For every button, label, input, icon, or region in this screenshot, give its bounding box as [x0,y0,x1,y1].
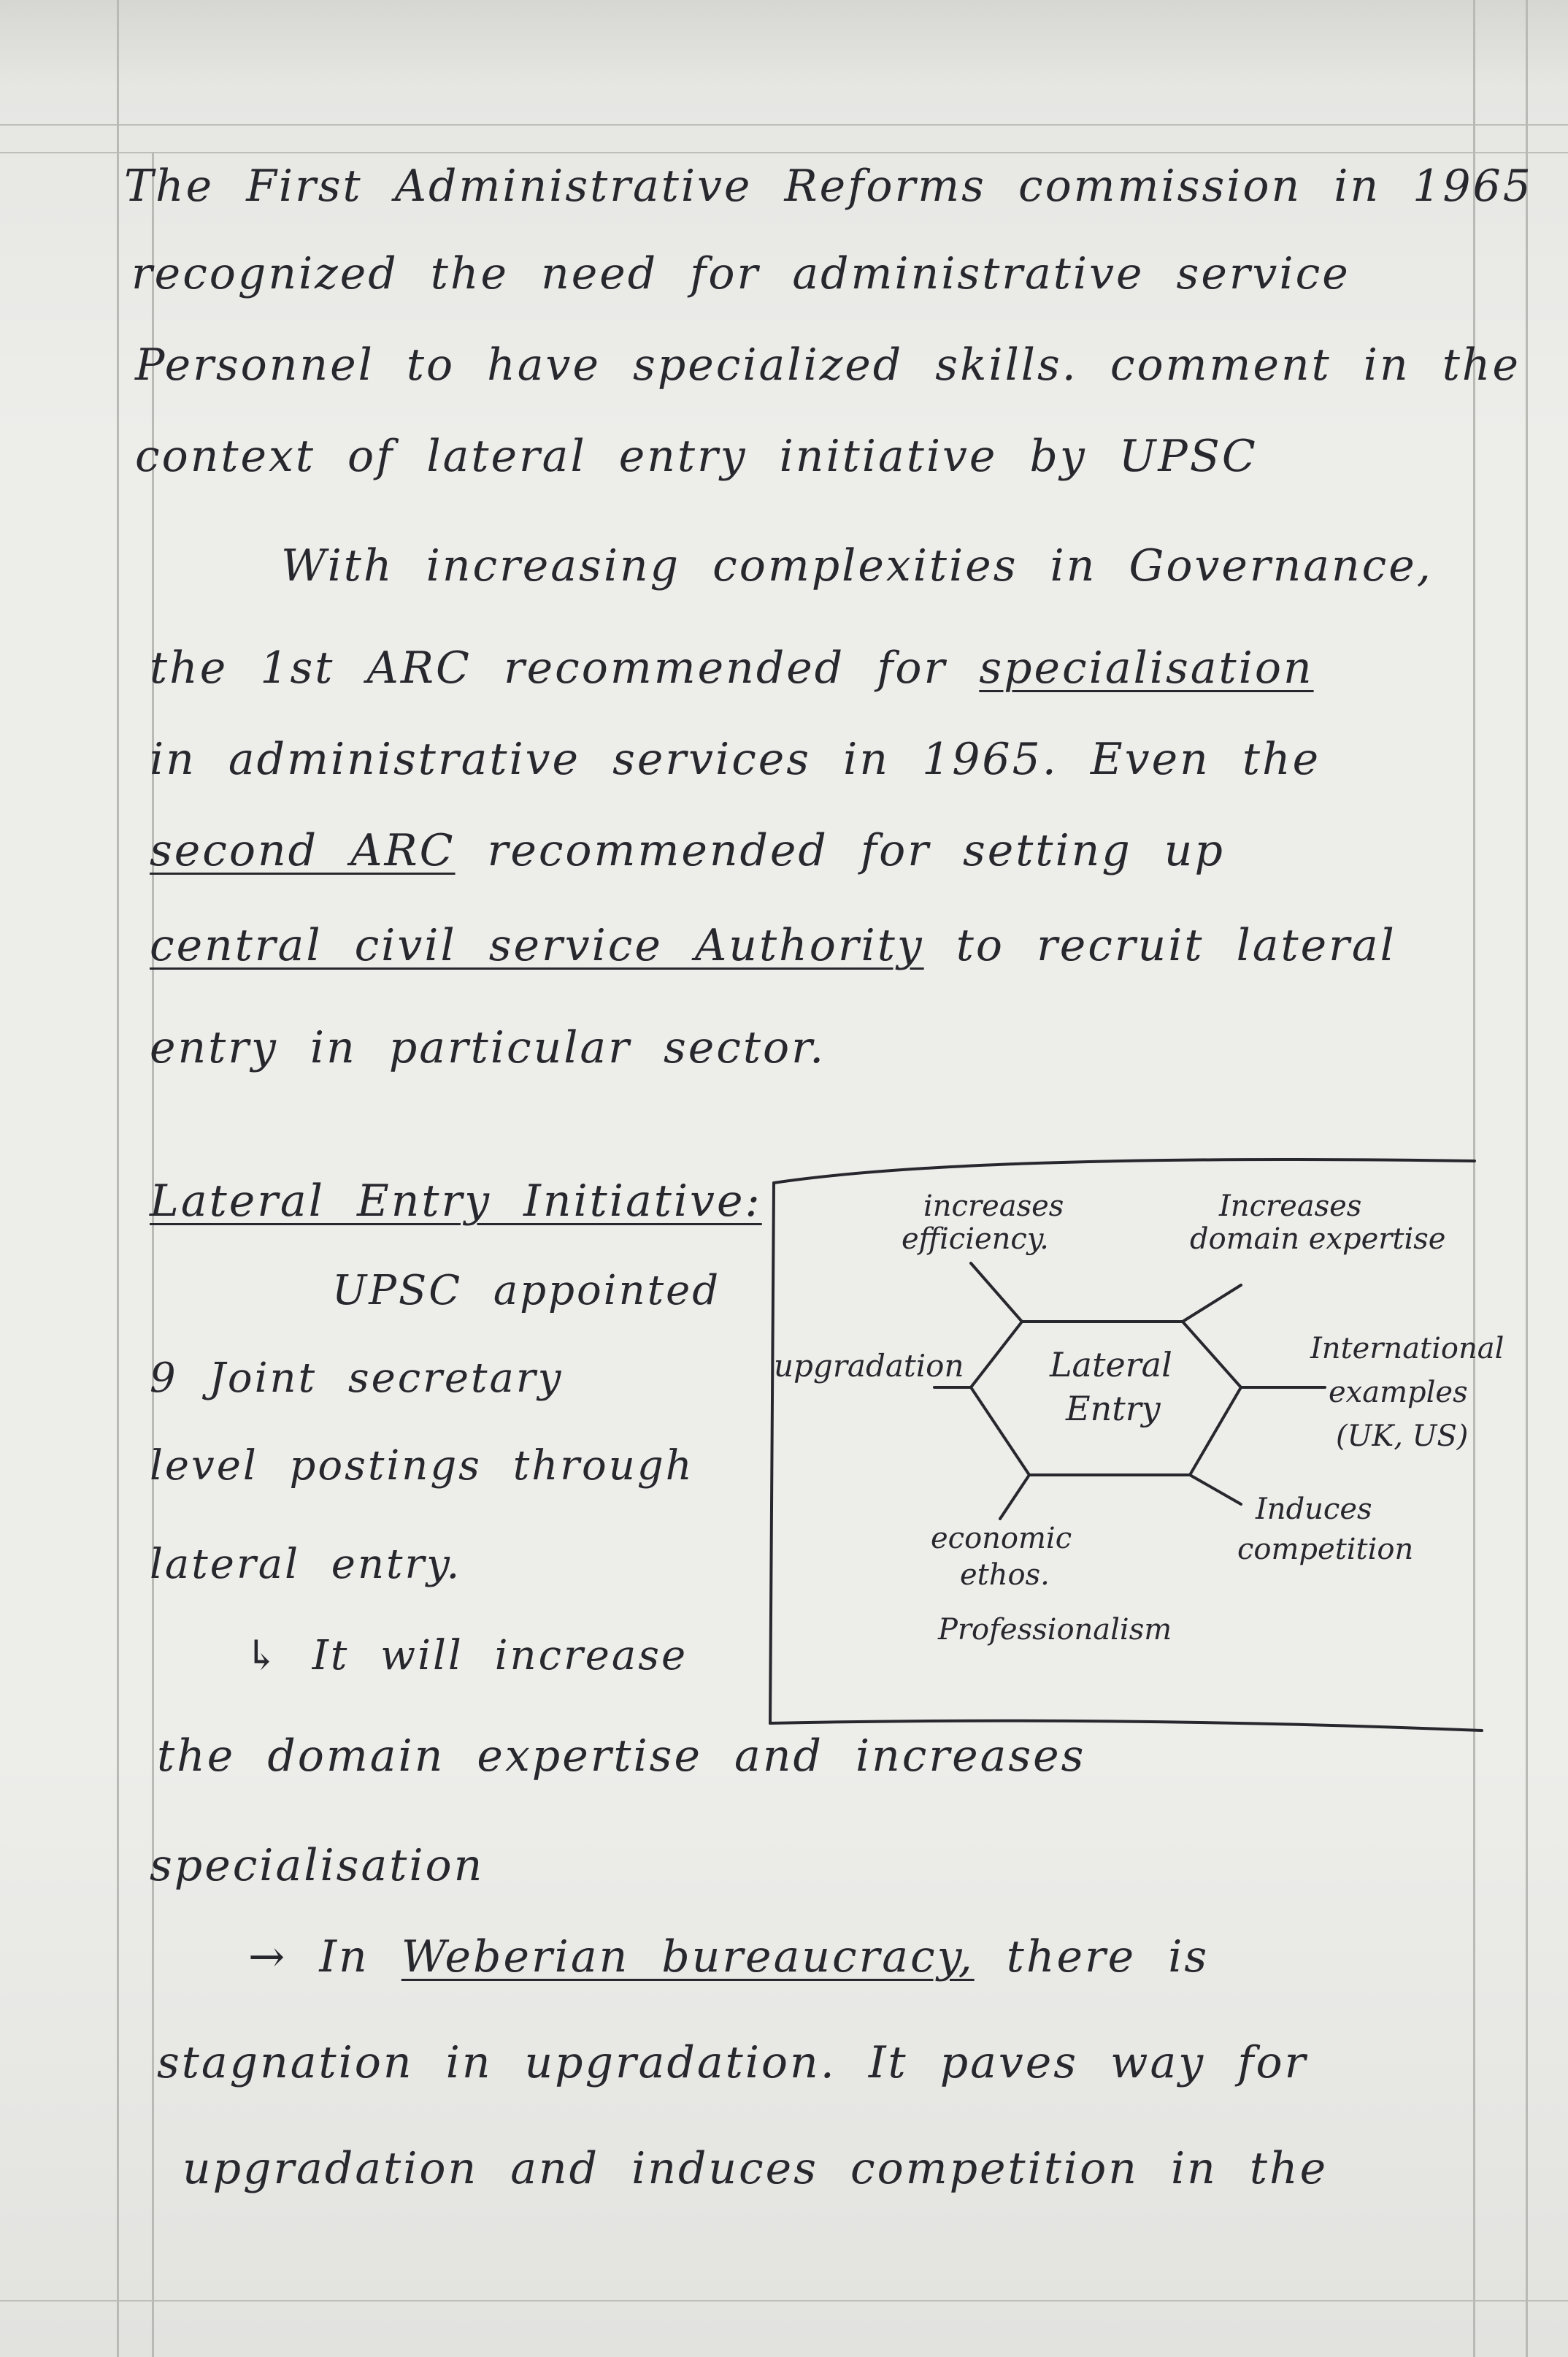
spoke-top-right [1183,1285,1241,1322]
intro-line-5 [150,920,1396,971]
intro-line-2 [150,643,1314,694]
left-margin-line [117,0,119,2357]
lateral-line-1: UPSC appointed [332,1267,721,1314]
right-margin-line-2 [1526,0,1528,2357]
diagram-box-left [770,1183,774,1723]
diagram-top-right-1: Increases [1219,1189,1362,1223]
intro-line-3: in administrative services in 1965. Even the [150,734,1321,785]
question-line-1: The First Administrative Reforms commission in 1965 [124,161,1533,212]
weberian-bureaucracy-underlined: Weberian bureaucracy, [401,1931,975,1982]
diagram-left: upgradation [774,1348,964,1384]
diagram-box-top [774,1160,1475,1183]
lateral-entry-diagram [752,1139,1518,1738]
diagram-bottom-right-2: competition [1237,1533,1414,1566]
diagram-bottom-left-1: economic [931,1522,1072,1555]
second-arc-underlined: second ARC [150,825,456,876]
intro-line-2-text: the 1st ARC recommended for [150,643,980,694]
diagram-center-2: Entry [1066,1389,1161,1428]
weberian-line-1-start: → In [248,1931,401,1982]
diagram-top-left-1: increases [923,1189,1064,1223]
diagram-top-right-2: domain expertise [1190,1222,1446,1256]
bottom-rule [0,2300,1568,2302]
weberian-line-3: upgradation and induces competition in the [182,2143,1329,2194]
diagram-right-1: International [1310,1332,1504,1365]
intro-line-6: entry in particular sector. [150,1022,826,1073]
diagram-bottom-right-1: Induces [1256,1492,1372,1526]
top-rule-2 [0,152,1568,153]
lateral-line-6: the domain expertise and increases [157,1731,1086,1782]
lateral-entry-heading: Lateral Entry Initiative: [150,1176,762,1227]
lateral-line-4: lateral entry. [150,1541,462,1588]
lateral-line-5: ↳ It will increase [245,1632,688,1679]
spoke-bottom-left [1000,1475,1029,1519]
intro-line-5-text: to recruit lateral [923,920,1396,971]
intro-line-1: With increasing complexities in Governance, [281,540,1433,591]
civil-service-authority-underlined: central civil service Authority [150,920,924,971]
spoke-top-left [971,1263,1022,1322]
specialisation-underlined: specialisation [979,643,1314,694]
spoke-bottom-right [1190,1475,1241,1504]
top-rule [0,124,1568,126]
lateral-line-7: specialisation [150,1840,485,1891]
question-line-3: Personnel to have specialized skills. comment in the [135,340,1521,391]
lateral-line-3: level postings through [150,1442,694,1490]
weberian-line-2: stagnation in upgradation. It paves way for [157,2037,1308,2088]
weberian-line-1-end: there is [974,1931,1210,1982]
left-margin-line-2 [152,152,154,2357]
diagram-center-1: Lateral [1050,1345,1172,1384]
diagram-right-2: examples [1329,1376,1468,1409]
intro-line-4-text: recommended for setting up [455,825,1225,876]
question-line-2: recognized the need for administrative service [131,248,1350,299]
question-line-4: context of lateral entry initiative by UPSC [135,431,1258,482]
diagram-right-3: (UK, US) [1336,1419,1469,1453]
lateral-line-2: 9 Joint secretary [150,1354,564,1402]
weberian-line-1 [248,1931,1209,1982]
diagram-box-bottom [770,1721,1482,1731]
diagram-bottom-left-2: ethos. [960,1558,1050,1592]
diagram-bottom: Professionalism [938,1613,1172,1647]
intro-line-4 [150,825,1225,876]
diagram-top-left-2: efficiency. [902,1222,1049,1256]
